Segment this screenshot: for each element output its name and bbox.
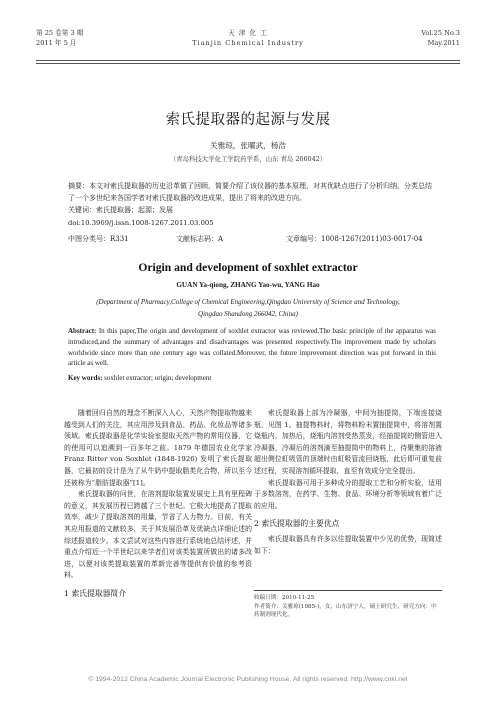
- date-en: May.2011: [427, 39, 460, 47]
- keywords-cn: 关键词：索氏提取器；起源；发展: [68, 206, 173, 214]
- affiliation-cn: （青岛科技大学化工学院药学系，山东 青岛 266042）: [169, 155, 327, 163]
- header-rule: [36, 60, 460, 64]
- affiliation-en-line2: Qingdao Shandong 266042, China): [198, 310, 298, 318]
- article-title-en: Origin and development of soxhlet extractor: [138, 261, 358, 274]
- keywords-en-label: Key words:: [68, 374, 103, 382]
- received-date: 收稿日期：2010-11-25: [254, 595, 315, 601]
- volume-cn: 第 25 卷第 3 期: [36, 29, 84, 37]
- section-heading-2: 2 索氏提取器的主要优点: [254, 519, 340, 529]
- affiliation-en-line1: (Department of Pharmacy,College of Chemical Engineering,Qingdao University of Science and Technology,: [96, 298, 400, 306]
- paragraph: 随着回归自然的理念不断深入人心，天然产物提取物越来越受到人们的关注，其应用涉及到食品、药品、化妆品等诸多领域。索氏提取器是化学实验室提取天然产物的常用仪器，它的使用可以追溯到一百多年之前。1879 年德国农业化学家 Franz Ritter von Soxhlet (1848-1926) 发明了索氏提取器，它最初的设计是为了从牛奶中提取脂类化合物，所以至今还被称为“脂肪提取器”[1]。: [64, 409, 252, 487]
- section-heading-1: 1 索氏提取器简介: [64, 588, 127, 598]
- abstract-cn: 摘要：本文对索氏提取器的历史沿革做了回顾，简要介绍了该仪器的基本原理，对其优缺点进行了分析归纳，分类总结了一个多世纪来各国学者对索氏提取器的改进成果，提出了将来的改进方向。: [68, 182, 432, 202]
- paragraph: 索氏提取器可用于多种成分的提取工艺和分析实验，适用于多数溶剂，在药学、生物、食品、环境分析等领域有着广泛的应用。: [254, 478, 442, 510]
- keywords-en: [68, 374, 211, 382]
- abstract-en-text: In this paper,The origin and development of soxhlet extractor was reviewed.The basic principle of the apparatus was introduced,and the summary of advantages and disadvantages was presented respectively.The improvement made by scholars worldwide since more than one century ago was collated.Moreover, the future improvement direction was put forward in this article as well.: [68, 327, 436, 368]
- authors-cn: 关雅琼，张曜武，杨浩: [210, 141, 286, 150]
- article-title-cn: 索氏提取器的起源与发展: [165, 112, 331, 128]
- paragraph: 索氏提取器具有许多以往提取装置中少见的优势，现简述如下：: [254, 534, 442, 555]
- body-column-right: [254, 408, 442, 557]
- journal-name-cn: 天 津 化 工: [228, 29, 268, 37]
- volume-en: Vol.25 No.3: [421, 29, 460, 37]
- keywords-en-text: soxhlet extractor; origin; development: [104, 374, 212, 382]
- affiliation-en: [60, 296, 436, 320]
- paragraph: 索氏提取器上部为冷凝器，中间为抽提筒，下端连接烧瓶，见图 1。抽提物料时，将物料粉末置抽提筒中，将溶剂置烧瓶内，加热后，烧瓶内溶剂受热蒸发，经抽提筒的侧管进入冷凝器，冷凝后的溶剂滴至抽提筒中的物料上，待聚集的溶液超出侧位虹吸管的顶端时由虹吸管流回烧瓶，此后即可重复前述过程，实现溶剂循环提取，直至有效成分完全提出。: [254, 409, 442, 475]
- header-right: [421, 28, 460, 48]
- journal-name-en: Tianjin Chemical Industry: [192, 39, 304, 47]
- doi[interactable]: doi:10.3969/j.issn.1008-1267.2011.03.005: [68, 219, 214, 227]
- abstract-en: [68, 326, 436, 369]
- date-cn: 2011 年 5 月: [36, 39, 77, 47]
- header-center: [36, 28, 460, 48]
- article-number: 文章编号：1008-1267(2011)03-0017-04: [286, 235, 423, 243]
- clc-number: 中图分类号：R331: [68, 235, 129, 243]
- document-code: 文献标志码：A: [176, 235, 224, 243]
- authors-en: GUAN Ya-qiong, ZHANG Yao-wu, YANG Hao: [176, 281, 320, 289]
- author-bio: 作者简介：关雅琼(1985-)，女，山东济宁人，硕士研究生，研究方向：中药制剂现代化。: [254, 603, 437, 619]
- copyright-footer: © 1994-2012 China Academic Journal Electronic Publishing House. All rights reserved. http://www.cnki.net: [88, 676, 408, 683]
- running-header: [36, 28, 460, 56]
- abstract-en-label: Abstract:: [68, 327, 97, 335]
- paragraph: 索氏提取器的问世，在溶剂提取装置发展史上具有里程碑的意义，其发展历程已跨越了三个世纪。它极大地提高了提取效率，减少了提取溶剂的用量，节省了人力物力。目前，有关其应用报道的文献较多，关于其发展沿革及优缺点详细论述的综述报道较少。本文尝试对这些内容进行系统地总结评述，并重点介绍近一个半世纪以来学者们对该类装置所做出的诸多改进，以便对该类提取装置的革新完善等提供有价值的参考资料。: [64, 490, 252, 580]
- body-column-left: [64, 408, 252, 604]
- footnote: [254, 590, 442, 620]
